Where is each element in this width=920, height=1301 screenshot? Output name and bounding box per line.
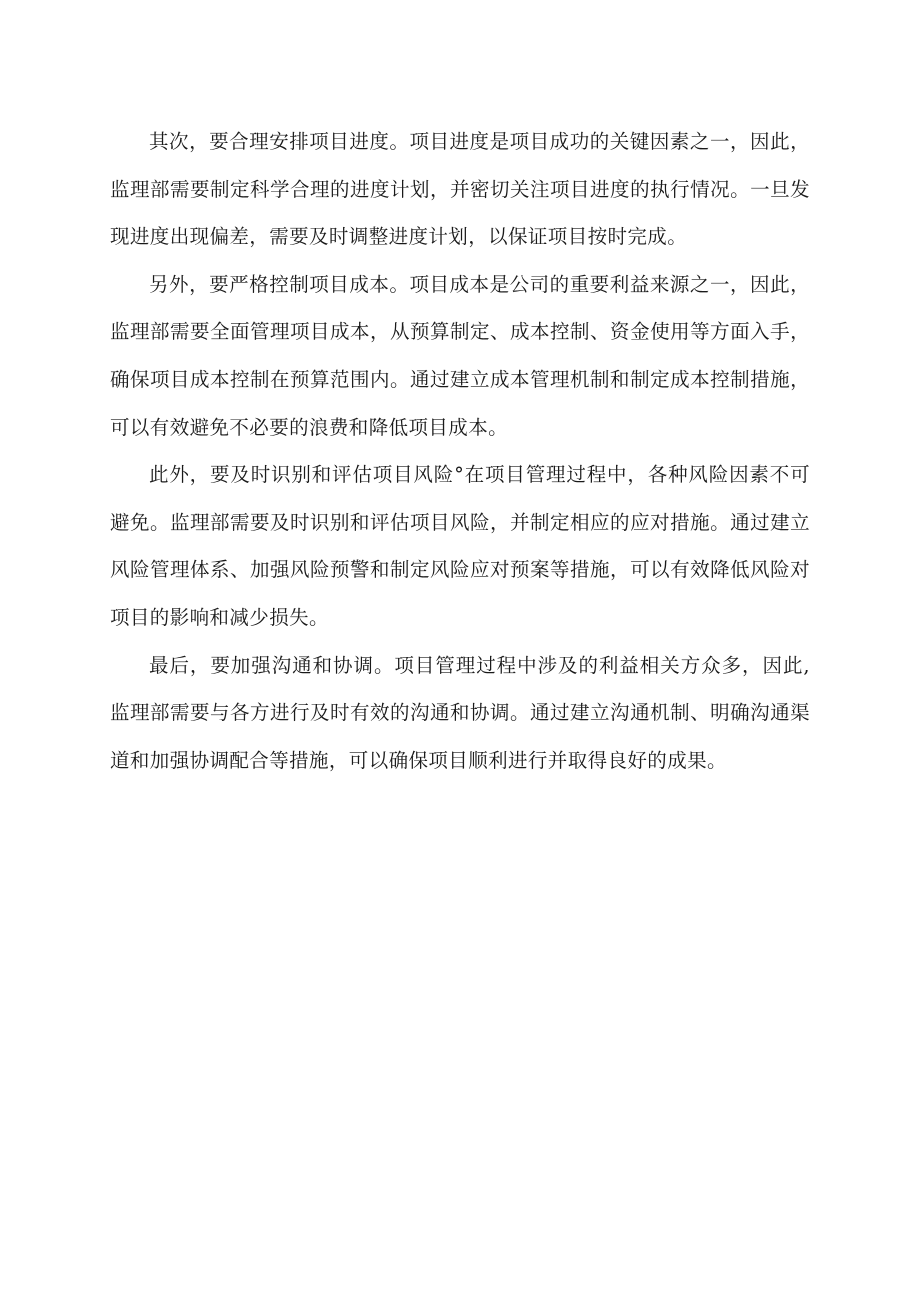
paragraph-cost: 另外，要严格控制项目成本。项目成本是公司的重要利益来源之一，因此，监理部需要全面管理项目成本，从预算制定、成本控制、资金使用等方面入手，确保项目成本控制在预算范围内。通过建立成本管理机制和制定成本控制措施，可以有效避免不必要的浪费和降低项目成本。 bbox=[110, 272, 810, 439]
paragraph-risk: 此外，要及时识别和评估项目风险°在项目管理过程中，各种风险因素不可避免。监理部需要及时识别和评估项目风险，并制定相应的应对措施。通过建立风险管理体系、加强风险预警和制定风险应对预案等措施，可以有效降低风险对项目的影响和减少损失。 bbox=[110, 463, 810, 629]
paragraph-schedule: 其次，要合理安排项目进度。项目进度是项目成功的关键因素之一，因此，监理部需要制定科学合理的进度计划，并密切关注项目进度的执行情况。一旦发现进度出现偏差，需要及时调整进度计划，以保证项目按时完成。 bbox=[110, 130, 810, 249]
document-body bbox=[110, 118, 810, 784]
paragraph-communication: 最后，要加强沟通和协调。项目管理过程中涉及的利益相关方众多，因此,监理部需要与各方进行及时有效的沟通和协调。通过建立沟通机制、明确沟通渠道和加强协调配合等措施，可以确保项目顺利进行并取得良好的成果。 bbox=[110, 653, 810, 772]
